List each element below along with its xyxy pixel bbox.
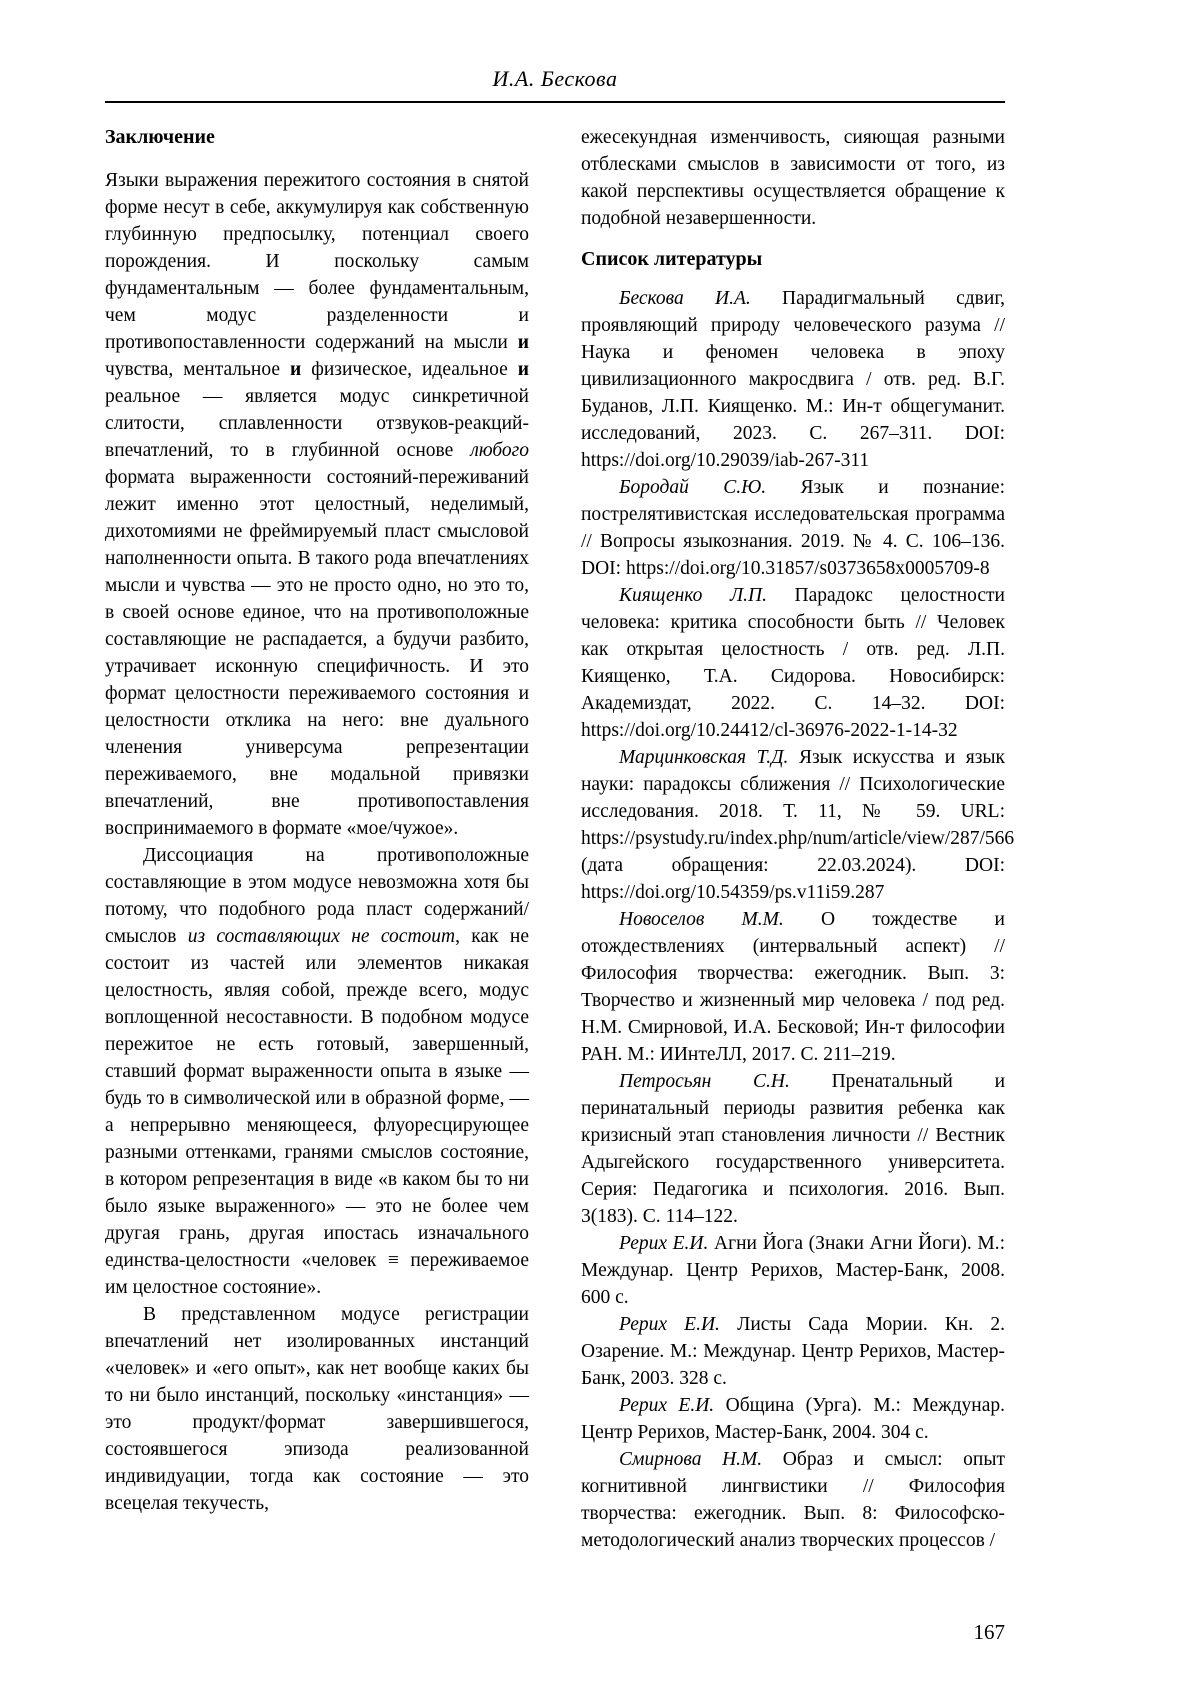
left-column	[105, 124, 529, 1554]
reference-item: Марцинковская Т.Д. Язык искусства и язык науки: парадоксы сближения // Психологические исследования. 2018. Т. 11, № 59. URL: https://psystudy.ru/index.php/num/article/view/287/566 (дата обращения: 22.03.2024). DOI: https://doi.org/10.54359/ps.v11i59.287	[581, 747, 1015, 903]
reference-list	[581, 285, 1015, 1554]
reference-item: Рерих Е.И. Агни Йога (Знаки Агни Йоги). М.: Междунар. Центр Рерихов, Мастер-Банк, 2008. 600 с.	[581, 1233, 1006, 1308]
right-column	[581, 124, 1015, 1554]
two-column-body	[105, 124, 1015, 1554]
reference-item: Рерих Е.И. Листы Сада Мории. Кн. 2. Озарение. М.: Междунар. Центр Рерихов, Мастер-Банк, 2003. 328 с.	[581, 1314, 1006, 1389]
body-paragraph: Диссоциация на противоположные составляющие в этом модусе невозможна хотя бы потому, что подобного рода пласт содержаний/смыслов из составляющих не состоит, как не состоит из частей или элементов никакая целостность, являя собой, прежде всего, модус воплощенной несоставности. В подобном модусе пережитое не есть готовый, завершенный, ставший формат выраженности опыта в языке — будь то в символической или в образной форме, — а непрерывно меняющееся, флуоресцирующее разными оттенками, гранями смыслов состояние, в котором репрезентация в виде «в каком бы то ни было языке выраженного» — это не более чем другая грань, другая ипостась изначального единства-целостности «человек ≡ переживаемое им целостное состояние».	[105, 845, 529, 1298]
body-paragraph: В представленном модусе регистрации впечатлений нет изолированных инстанций «человек» и «его опыт», как нет вообще каких бы то ни было инстанций, поскольку «инстанция» — это продукт/формат завершившегося, состоявшегося эпизода реализованной индивидуации, тогда как состояние — это всецелая текучесть,	[105, 1304, 529, 1514]
header-rule	[105, 101, 1005, 103]
section-heading-conclusion: Заключение	[105, 126, 215, 148]
reference-item: Петросьян С.Н. Пренатальный и перинатальный периоды развития ребенка как кризисный этап становления личности // Вестник Адыгейского государственного университета. Серия: Педагогика и психология. 2016. Вып. 3(183). С. 114–122.	[581, 1071, 1005, 1227]
reference-item: Новоселов М.М. О тождестве и отождествлениях (интервальный аспект) // Философия творчества: ежегодник. Вып. 3: Творчество и жизненный мир человека / под ред. Н.М. Смирновой, И.А. Бесковой; Ин-т философии РАН. М.: ИИнтеЛЛ, 2017. С. 211–219.	[581, 909, 1005, 1065]
section-heading-references: Список литературы	[581, 248, 763, 270]
conclusion-paragraphs	[105, 167, 529, 1517]
reference-item: Бескова И.А. Парадигмальный сдвиг, проявляющий природу человеческого разума // Наука и феномен человека в эпоху цивилизационного макросдвига / отв. ред. В.Г. Буданов, Л.П. Киященко. М.: Ин-т общегуманит. исследований, 2023. С. 267–311. DOI: https://doi.org/10.29039/iab-267-311	[581, 288, 1005, 471]
reference-item: Бородай С.Ю. Язык и познание: пострелятивистская исследовательская программа // Вопросы языкознания. 2019. № 4. С. 106–136. DOI: https://doi.org/10.31857/s0373658x0005709-8	[581, 477, 1005, 579]
continuation-paragraph: ежесекундная изменчивость, сияющая разными отблесками смыслов в зависимости от того, из какой перспективы осуществляется обращение к подобной незавершенности.	[581, 127, 1005, 229]
running-head-author: И.А. Бескова	[492, 66, 618, 91]
body-paragraph: Языки выражения пережитого состояния в снятой форме несут в себе, аккумулируя как собственную глубинную предпосылку, потенциал своего порождения. И поскольку самым фундаментальным — более фундаментальным, чем модус разделенности и противопоставленности содержаний на мысли и чувства, ментальное и физическое, идеальное и реальное — является модус синкретичной слитости, сплавленности отзвуков-реакций-впечатлений, то в глубинной основе любого формата выраженности состояний-переживаний лежит именно этот целостный, неделимый, дихотомиями не фреймируемый пласт смысловой наполненности опыта. В такого рода впечатлениях мысли и чувства — это не просто одно, но это то, в своей основе единое, что на противоположные составляющие не распадается, а будучи разбито, утрачивает исконную специфичность. И это формат целостности переживаемого состояния и целостности отклика на него: вне дуального членения универсума репрезентации переживаемого, вне модальной привязки впечатлений, вне противопоставления воспринимаемого в формате «мое/чужое».	[105, 170, 530, 839]
reference-item: Рерих Е.И. Община (Урга). М.: Междунар. Центр Рерихов, Мастер-Банк, 2004. 304 с.	[581, 1395, 1005, 1443]
reference-item: Смирнова Н.М. Образ и смысл: опыт когнитивной лингвистики // Философия творчества: ежегодник. Вып. 8: Философско-методологический анализ творческих процессов /	[581, 1449, 1005, 1551]
reference-item: Киященко Л.П. Парадокс целостности человека: критика способности быть // Человек как открытая целостность / отв. ред. Л.П. Киященко, Т.А. Сидорова. Новосибирск: Академиздат, 2022. С. 14–32. DOI: https://doi.org/10.24412/cl-36976-2022-1-14-32	[581, 585, 1005, 741]
page-number: 167	[973, 1620, 1005, 1644]
